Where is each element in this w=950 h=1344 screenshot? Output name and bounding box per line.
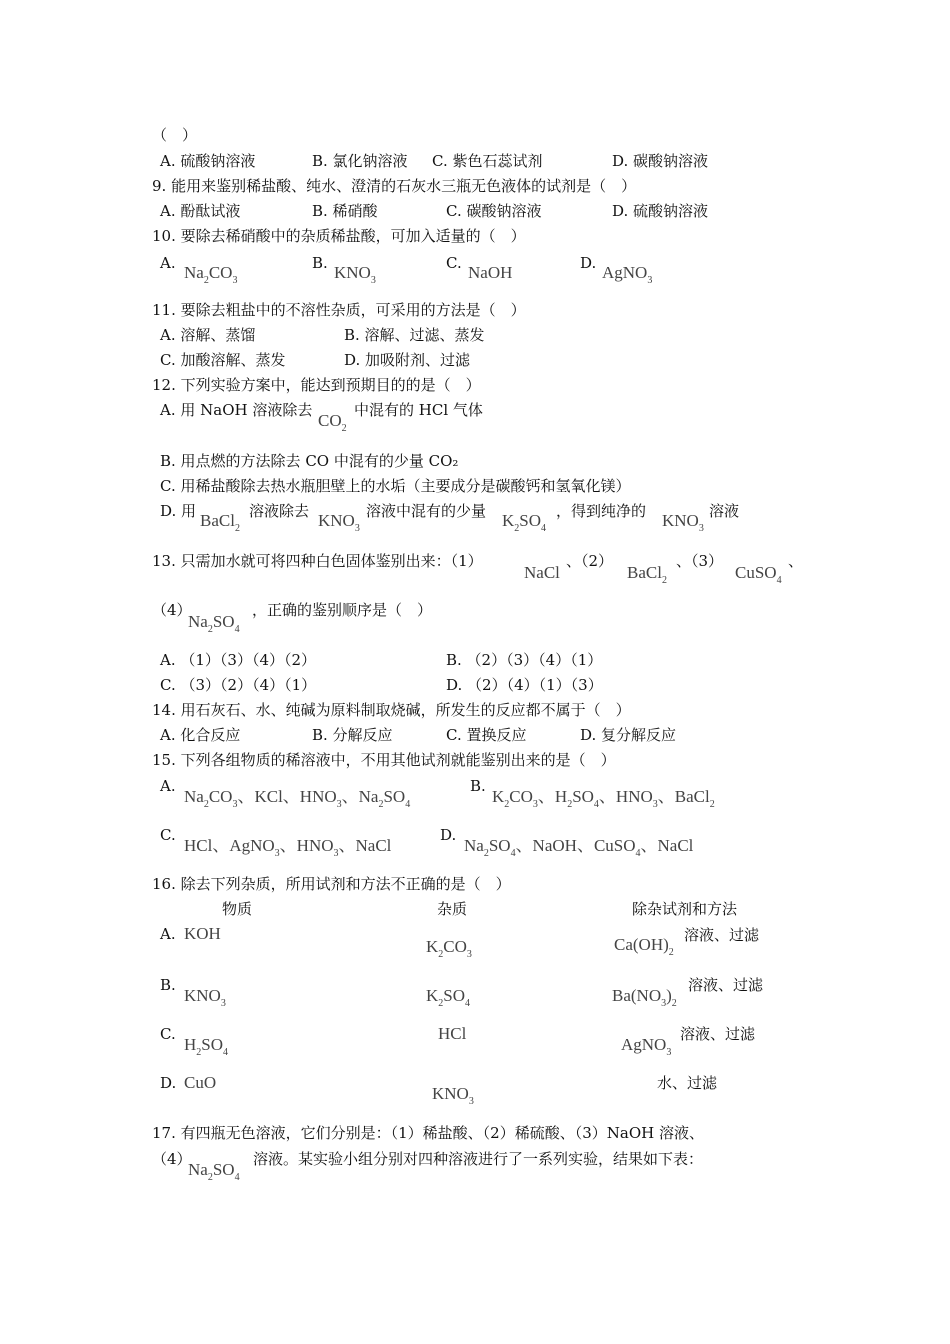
q15-option-a-formulas: $Na_2CO_3$、KCl、$HNO_3$、$Na_2SO_4$ [184,787,411,810]
q12-option-d-5: 溶液 [709,502,740,520]
q16-a-substance: KOH [184,924,221,943]
q12-option-d-2: 溶液除去 [249,502,310,520]
q16-c-reagent: AgNO$_3$ [621,1035,672,1058]
q13-formula-na2so4: $Na_2SO_4$ [188,612,240,635]
q16-b-method: 溶液、过滤 [688,976,764,994]
q16-label-d: D. [160,1074,177,1092]
q8-option-c: C. 紫色石蕊试剂 [432,152,543,170]
q13-item-4: （4） [152,601,192,619]
q10-formula-d: AgNO$_3$ [602,263,653,286]
q16-label-b: B. [160,976,176,994]
q9-option-d: D. 硫酸钠溶液 [612,202,709,220]
q13-item-2: 、（2） [566,552,614,570]
q8-option-d: D. 碳酸钠溶液 [612,152,709,170]
q16-d-impurity: $KNO_3$ [432,1084,474,1107]
q16-d-substance: CuO [184,1073,217,1092]
q13-item-3-sep: 、 [788,552,804,570]
q14-option-b: B. 分解反应 [312,726,393,744]
q13-formula-nacl: NaCl [524,563,560,582]
q16-c-impurity: HCl [438,1024,467,1043]
q16-stem: 16. 除去下列杂质，所用试剂和方法不正确的是（ ） [152,875,511,893]
q17-line2: 溶液。某实验小组分别对四种溶液进行了一系列实验，结果如下表： [253,1150,704,1168]
q13-item-3: 、（3） [676,552,724,570]
q13-option-d: D. （2）（4）（1）（3） [446,676,603,694]
q12-formula-k2so4: $K_2SO_4$ [502,511,547,534]
q11-option-b: B. 溶解、过滤、蒸发 [344,326,485,344]
q12-option-b: B. 用点燃的方法除去 CO 中混有的少量 CO₂ [160,452,459,470]
q8-option-a: A. 硫酸钠溶液 [160,152,256,170]
q12-option-a-post: 中混有的 HCl 气体 [354,401,483,419]
q13-tail: ，正确的鉴别顺序是（ ） [252,601,433,619]
q10-label-d: D. [580,254,597,272]
q15-stem: 15. 下列各组物质的稀溶液中，不用其他试剂就能鉴别出来的是（ ） [152,751,616,769]
q16-label-a: A. [160,925,176,943]
q13-option-c: C. （3）（2）（4）（1） [160,676,317,694]
q16-c-method: 溶液、过滤 [680,1025,756,1043]
q13-formula-cuso4: CuSO$_4$ [735,563,782,586]
q10-formula-b: $KNO_3$ [334,263,376,286]
q12-option-d-3: 溶液中混有的少量 [366,502,487,520]
q12-option-c: C. 用稀盐酸除去热水瓶胆壁上的水垢（主要成分是碳酸钙和氢氧化镁） [160,477,631,495]
q12-formula-kno3: $KNO_3$ [318,511,360,534]
q15-option-c-formulas: HCl、AgNO$_3$、$HNO_3$、NaCl [184,836,392,859]
q15-label-a: A. [160,777,176,795]
q12-formula-bacl2: BaCl$_2$ [200,511,240,534]
q14-option-c: C. 置换反应 [446,726,527,744]
q12-option-a-pre: A. 用 NaOH 溶液除去 [160,401,313,419]
q16-b-reagent: $Ba(NO_3)_2$ [612,986,677,1009]
q13-option-a: A. （1）（3）（4）（2） [160,651,317,669]
q9-stem: 9. 能用来鉴别稀盐酸、纯水、澄清的石灰水三瓶无色液体的试剂是（ ） [152,177,637,195]
q12-formula-co2: $CO_2$ [318,411,347,434]
q10-stem: 10. 要除去稀硝酸中的杂质稀盐酸，可加入适量的（ ） [152,227,526,245]
q15-label-d: D. [440,826,457,844]
q15-label-b: B. [470,777,486,795]
q12-option-d-1: D. 用 [160,502,197,520]
q10-formula-c: NaOH [468,263,513,282]
q10-formula-a: $Na_2CO_3$ [184,263,238,286]
q16-a-impurity: $K_2CO_3$ [426,937,472,960]
q12-option-d-4: ，得到纯净的 [556,502,647,520]
q15-label-c: C. [160,826,176,844]
q17-formula-na2so4: $Na_2SO_4$ [188,1160,240,1183]
q15-option-b-formulas: $K_2CO_3$、$H_2SO_4$、$HNO_3$、BaCl$_2$ [492,787,715,810]
q10-label-b: B. [312,254,328,272]
q16-header-impurity: 杂质 [437,900,468,918]
q11-option-c: C. 加酸溶解、蒸发 [160,351,286,369]
q11-option-a: A. 溶解、蒸馏 [160,326,256,344]
q11-stem: 11. 要除去粗盐中的不溶性杂质，可采用的方法是（ ） [152,301,526,319]
q14-stem: 14. 用石灰石、水、纯碱为原料制取烧碱，所发生的反应都不属于（ ） [152,701,631,719]
q17-line1: 17. 有四瓶无色溶液，它们分别是：（1）稀盐酸、（2）稀硫酸、（3）NaOH 溶液、 [152,1124,704,1142]
q16-d-method: 水、过滤 [657,1074,718,1092]
q16-header-substance: 物质 [222,900,253,918]
q12-stem: 12. 下列实验方案中，能达到预期目的的是（ ） [152,376,481,394]
q16-label-c: C. [160,1025,176,1043]
q11-option-d: D. 加吸附剂、过滤 [344,351,471,369]
q13-option-b: B. （2）（3）（4）（1） [446,651,603,669]
q15-option-d-formulas: $Na_2SO_4$、NaOH、CuSO$_4$、NaCl [464,836,694,859]
q9-option-c: C. 碳酸钠溶液 [446,202,542,220]
q8-option-b: B. 氯化钠溶液 [312,152,408,170]
q9-option-b: B. 稀硝酸 [312,202,378,220]
q16-b-impurity: $K_2SO_4$ [426,986,471,1009]
q13-formula-bacl2: BaCl$_2$ [627,563,667,586]
q12-formula-kno3-pure: $KNO_3$ [662,511,704,534]
q13-stem: 13. 只需加水就可将四种白色固体鉴别出来：（1） [152,552,483,570]
q17-item-4: （4） [152,1150,192,1168]
q14-option-a: A. 化合反应 [160,726,241,744]
q16-b-substance: $KNO_3$ [184,986,226,1009]
q16-a-method: 溶液、过滤 [684,926,760,944]
q10-label-a: A. [160,254,176,272]
q8-paren: （ ） [152,126,198,144]
q16-a-reagent: $Ca(OH)_2$ [614,935,674,958]
q14-option-d: D. 复分解反应 [580,726,677,744]
q10-label-c: C. [446,254,462,272]
q16-header-method: 除杂试剂和方法 [632,900,738,918]
q16-c-substance: $H_2SO_4$ [184,1035,229,1058]
q9-option-a: A. 酚酞试液 [160,202,241,220]
